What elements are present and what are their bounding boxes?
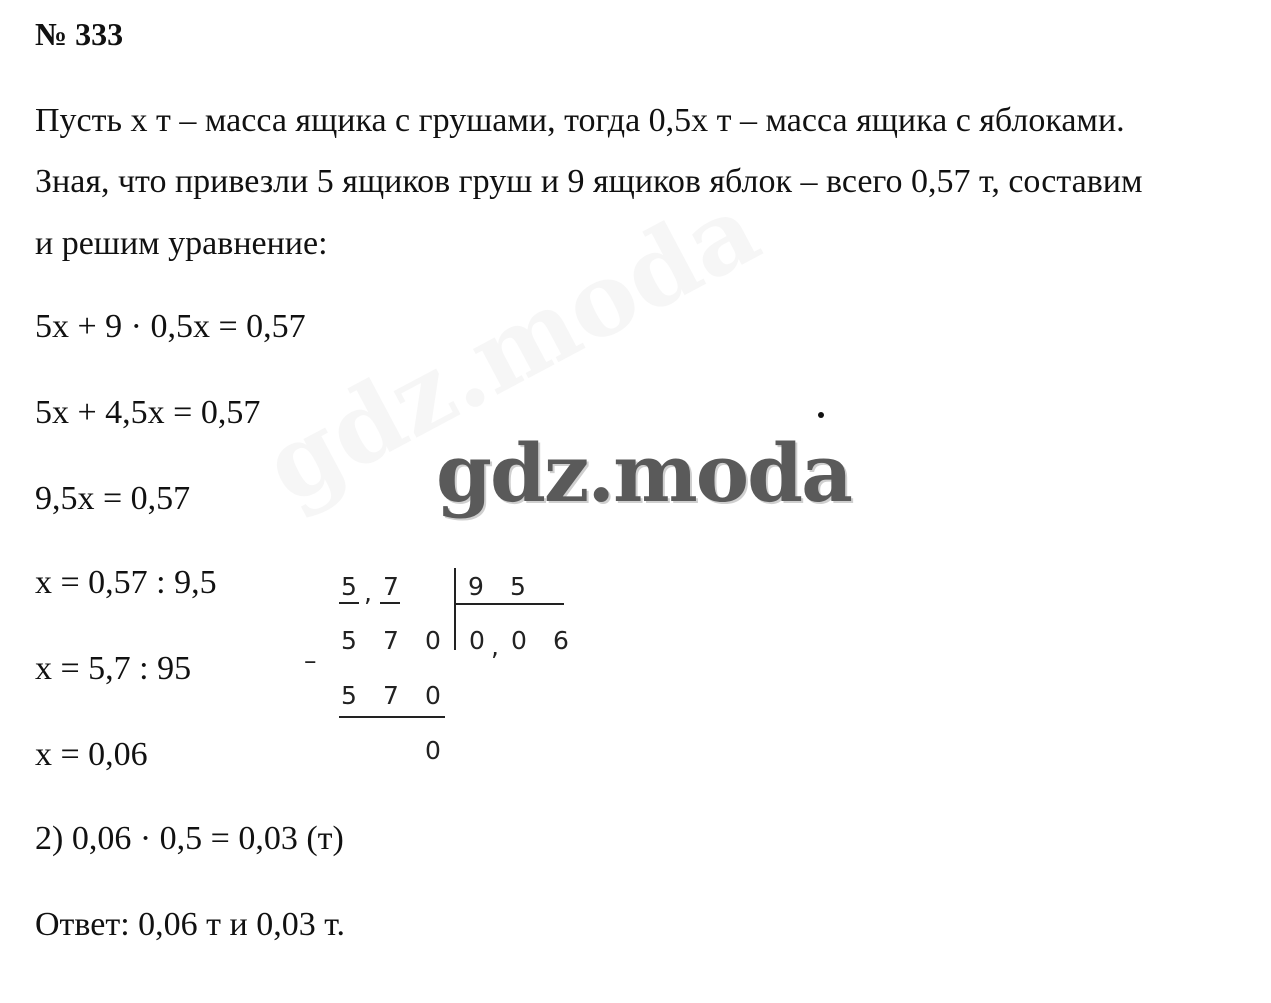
division-digit: 5 bbox=[341, 572, 357, 601]
quotient-digit: 0 bbox=[469, 626, 485, 655]
watermark-logo: gdz.moda bbox=[436, 426, 851, 520]
equation-5: x = 5,7 : 95 bbox=[35, 650, 192, 687]
division-digit: 7 bbox=[383, 626, 399, 655]
equation-3: 9,5x = 0,57 bbox=[35, 480, 191, 517]
division-digit: , bbox=[364, 578, 372, 607]
quotient-digit: 0 bbox=[511, 626, 527, 655]
division-digit: 5 bbox=[341, 681, 357, 710]
division-digit: 5 bbox=[341, 626, 357, 655]
division-digit: 7 bbox=[383, 681, 399, 710]
text-line-3: и решим уравнение: bbox=[35, 225, 328, 262]
equation-6: x = 0,06 bbox=[35, 736, 148, 773]
minus-sign: – bbox=[304, 646, 317, 675]
equation-2: 5x + 4,5x = 0,57 bbox=[35, 394, 261, 431]
step-2: 2) 0,06 · 0,5 = 0,03 (т) bbox=[35, 820, 344, 857]
equation-1: 5x + 9 · 0,5x = 0,57 bbox=[35, 308, 306, 345]
remainder-digit: 0 bbox=[425, 736, 441, 765]
answer: Ответ: 0,06 т и 0,03 т. bbox=[35, 906, 346, 943]
underline-dividend-b bbox=[380, 602, 400, 604]
page-title: № 333 bbox=[35, 16, 124, 52]
division-digit: 0 bbox=[425, 626, 441, 655]
division-quotient-line bbox=[454, 603, 564, 605]
division-digit: 7 bbox=[383, 572, 399, 601]
division-vertical-bar bbox=[454, 568, 456, 650]
division-digit: 9 bbox=[468, 572, 484, 601]
text-line-2: Зная, что привезли 5 ящиков груш и 9 ящиков яблок – всего 0,57 т, составим bbox=[35, 163, 1143, 200]
quotient-digit: , bbox=[491, 632, 499, 661]
underline-dividend-a bbox=[339, 602, 359, 604]
text-line-1: Пусть x т – масса ящика с грушами, тогда 0,5x т – масса ящика с яблоками. bbox=[35, 102, 1125, 139]
subtraction-line bbox=[339, 716, 445, 718]
division-digit: 5 bbox=[510, 572, 526, 601]
equation-4: x = 0,57 : 9,5 bbox=[35, 564, 217, 601]
division-digit: 0 bbox=[425, 681, 441, 710]
stray-dot bbox=[818, 412, 824, 418]
quotient-digit: 6 bbox=[553, 626, 569, 655]
